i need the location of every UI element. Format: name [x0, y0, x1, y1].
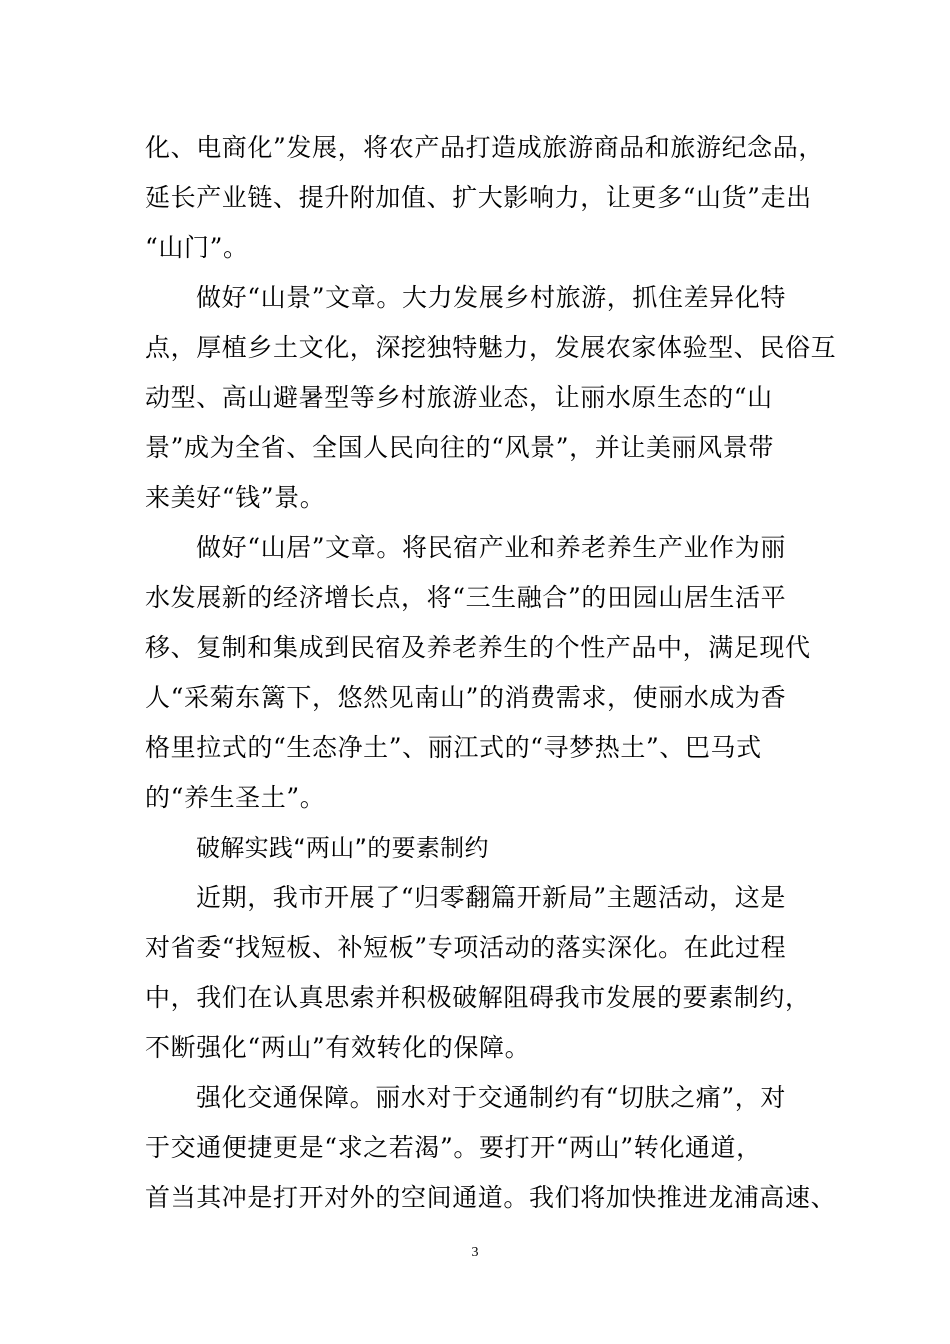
paragraph-start-line: 近期，我市开展了“归零翻篇开新局”主题活动，这是 [196, 883, 786, 912]
body-text-line: 中，我们在认真思索并积极破解阻碍我市发展的要素制约， [145, 983, 811, 1012]
page-number: 3 [471, 1245, 479, 1260]
body-text-line: 不断强化“两山”有效转化的保障。 [145, 1033, 531, 1062]
paragraph-start-line: 做好“山居”文章。将民宿产业和养老养生产业作为丽 [196, 533, 786, 562]
body-text-line: 点，厚植乡土文化，深挖独特魅力，发展农家体验型、民俗互 [145, 333, 837, 362]
body-text-line: 对省委“找短板、补短板”专项活动的落实深化。在此过程 [145, 933, 787, 962]
body-text-line: 的“养生圣土”。 [145, 783, 326, 812]
body-text-line: “山门”。 [145, 233, 249, 262]
body-text-line: 化、电商化”发展，将农产品打造成旅游商品和旅游纪念品， [145, 133, 824, 162]
body-text-line: 延长产业链、提升附加值、扩大影响力，让更多“山货”走出 [145, 183, 812, 212]
section-heading: 破解实践“两山”的要素制约 [196, 834, 489, 862]
body-text-line: 于交通便捷更是“求之若渴”。要打开“两山”转化通道， [145, 1133, 762, 1162]
body-text-line: 人“采菊东篱下，悠然见南山”的消费需求，使丽水成为香 [145, 683, 787, 712]
paragraph-start-line: 强化交通保障。丽水对于交通制约有“切肤之痛”，对 [196, 1083, 786, 1112]
body-text-line: 动型、高山避暑型等乡村旅游业态，让丽水原生态的“山 [145, 383, 773, 412]
body-text-line: 移、复制和集成到民宿及养老养生的个性产品中，满足现代 [145, 633, 811, 662]
body-text-line: 水发展新的经济增长点，将“三生融合”的田园山居生活平 [145, 583, 787, 612]
body-text-line: 格里拉式的“生态净土”、丽江式的“寻梦热土”、巴马式 [145, 733, 762, 762]
body-text-line: 来美好“钱”景。 [145, 483, 326, 512]
body-text-line: 首当其冲是打开对外的空间通道。我们将加快推进龙浦高速、 [145, 1183, 837, 1212]
body-text-line: 景”成为全省、全国人民向往的“风景”，并让美丽风景带 [145, 433, 774, 462]
paragraph-start-line: 做好“山景”文章。大力发展乡村旅游，抓住差异化特 [196, 283, 786, 312]
